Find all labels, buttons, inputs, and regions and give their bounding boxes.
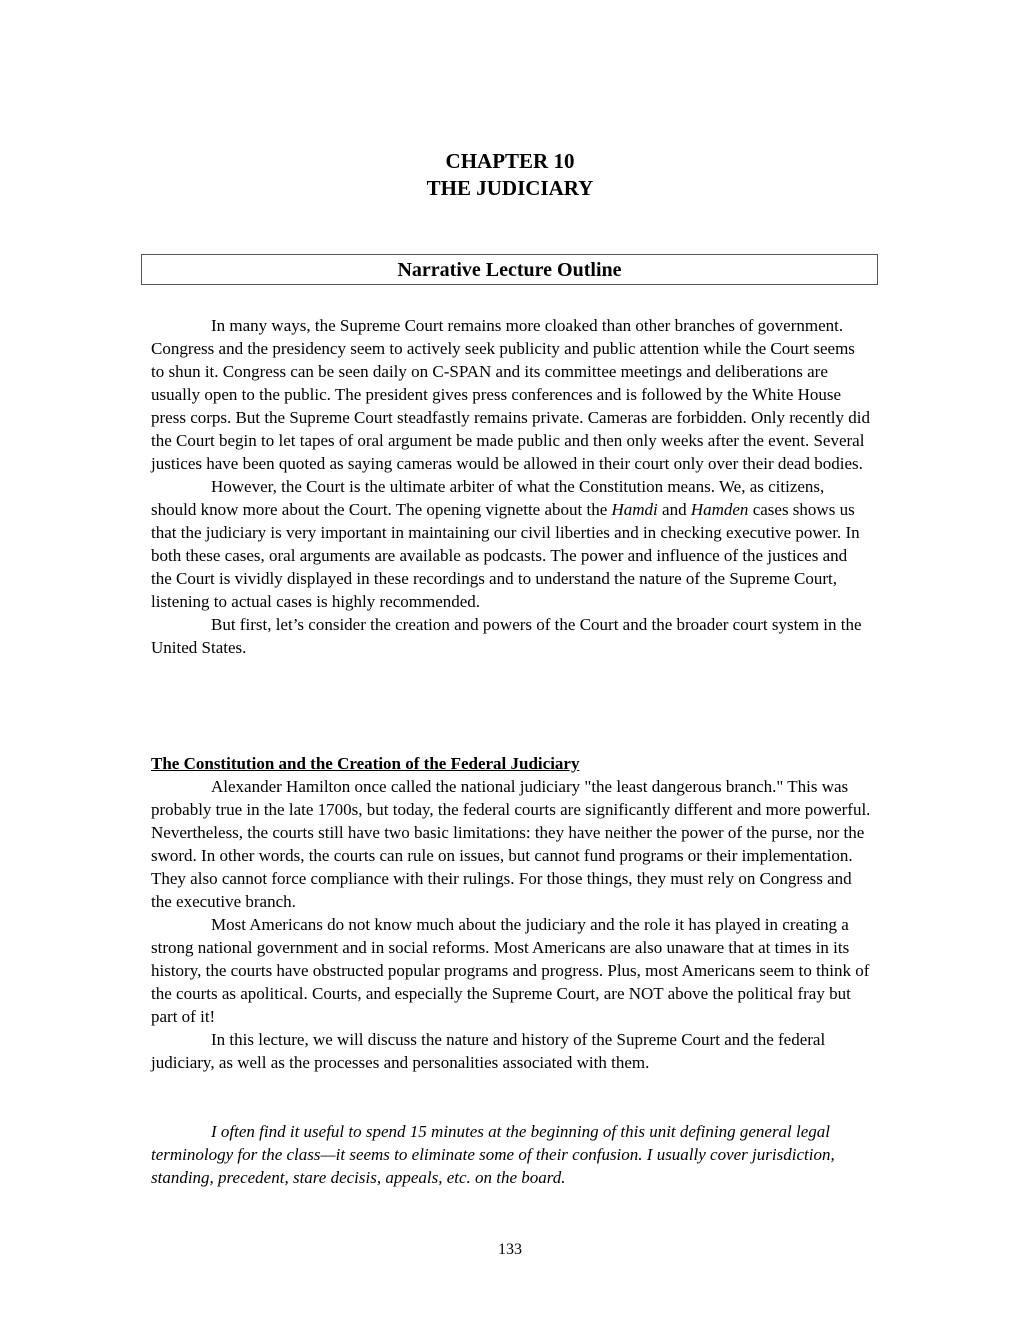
section-paragraph-1: Alexander Hamilton once called the national judiciary "the least dangerous branch." This was probably true in the late 1700s, but today, the federal courts are significantly different and more powerful. Nevertheless, the courts still have two basic limitations: they have neither the power of the purse, nor the sword. In other words, the courts can rule on issues, but cannot fund programs or their implementation. They also cannot force compliance with their rulings. For those things, they must rely on Congress and the executive branch.: [151, 777, 871, 911]
page-number: 133: [498, 1241, 522, 1258]
case-name-hamden: Hamden: [690, 500, 749, 519]
outline-title-box: [141, 254, 878, 285]
intro-paragraph-2-text-b: and: [657, 500, 691, 519]
intro-section: [151, 314, 871, 659]
intro-paragraph-2: [151, 475, 871, 613]
instructor-note: [151, 1120, 871, 1189]
outline-title: Narrative Lecture Outline: [397, 259, 622, 281]
section-paragraph-2: Most Americans do not know much about the judiciary and the role it has played in creating a strong national government and in social reforms. Most Americans are also unaware that at times in its history, the courts have obstructed popular programs and progress. Plus, most Americans seem to think of the courts as apolitical. Courts, and especially the Supreme Court, are NOT above the political fray but part of it!: [151, 915, 870, 1026]
intro-paragraph-1: In many ways, the Supreme Court remains more cloaked than other branches of government. Congress and the presidency seem to actively seek publicity and public attention while the Court seems to shun it. Congress can be seen daily on C-SPAN and its committee meetings and deliberations are usually open to the public. The president gives press conferences and is followed by the White House press corps. But the Supreme Court steadfastly remains private. Cameras are forbidden. Only recently did the Court begin to let tapes of oral argument be made public and then only weeks after the event. Several justices have been quoted as saying cameras would be allowed in their court only over their dead bodies.: [151, 316, 870, 473]
case-name-hamdi: Hamdi: [611, 500, 658, 519]
intro-paragraph-3: But first, let’s consider the creation and powers of the Court and the broader court system in the United States.: [151, 615, 862, 657]
constitution-section: [151, 752, 871, 1074]
section-paragraph-3: In this lecture, we will discuss the nature and history of the Supreme Court and the federal judiciary, as well as the processes and personalities associated with them.: [151, 1030, 826, 1072]
instructor-note-text: I often find it useful to spend 15 minutes at the beginning of this unit defining general legal terminology for the class—it seems to eliminate some of their confusion. I usually cover jurisdiction, standing, precedent, stare decisis, appeals, etc. on the board.: [151, 1122, 835, 1187]
chapter-heading: [0, 148, 1020, 202]
intro-paragraph-2-text-c: cases shows us that the judiciary is very important in maintaining our civil liberties and in checking executive power. In both these cases, oral arguments are available as podcasts. The power and influence of the justices and the Court is vividly displayed in these recordings and to understand the nature of the Supreme Court, listening to actual cases is highly recommended.: [151, 500, 860, 611]
section-heading: The Constitution and the Creation of the Federal Judiciary: [151, 754, 580, 773]
chapter-title: THE JUDICIARY: [426, 176, 594, 200]
intro-paragraph-2-text-a: However, the Court is the ultimate arbiter of what the Constitution means. We, as citizens, should know more about the Court. The opening vignette about the: [151, 477, 825, 519]
chapter-number: CHAPTER 10: [445, 149, 575, 173]
